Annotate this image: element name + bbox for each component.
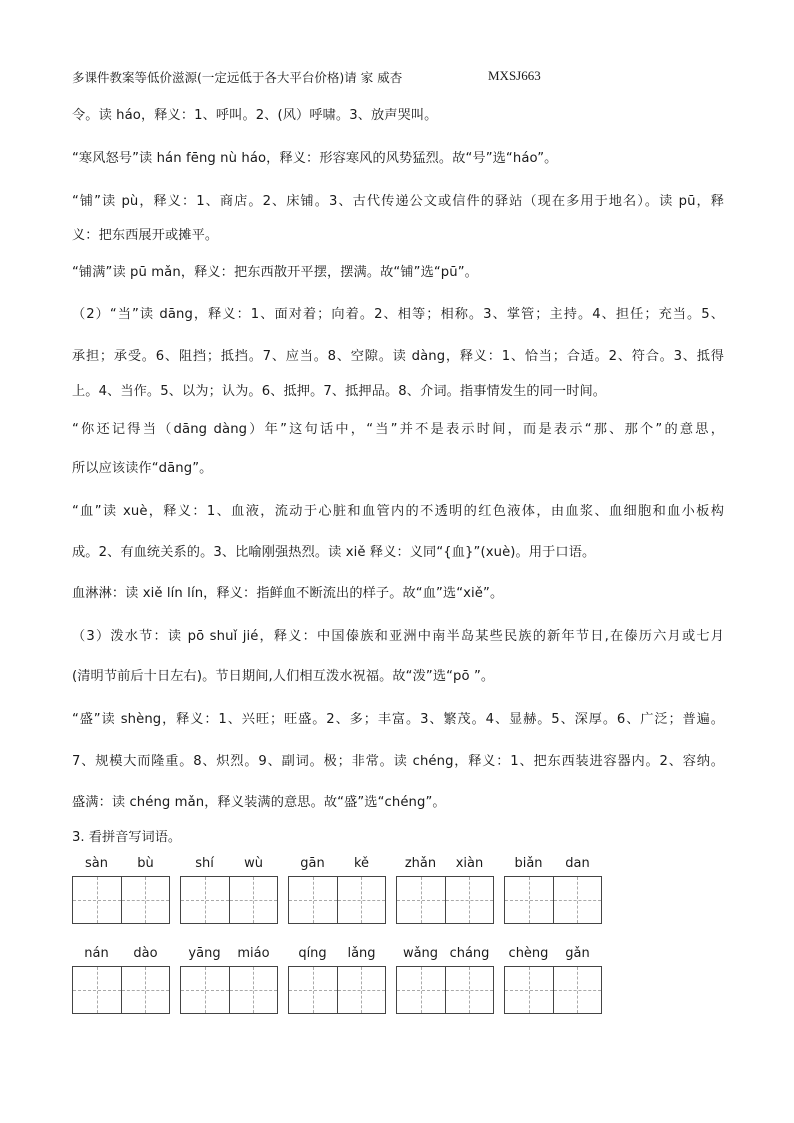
pinyin-label: shí	[195, 856, 214, 871]
text-line: 义：把东西展开或摊平。	[72, 228, 219, 243]
word-group	[504, 946, 602, 1022]
pinyin-label: nán	[84, 946, 109, 961]
pinyin-label: gān	[300, 856, 325, 871]
text-line: “你还记得当（dāng dàng）年”这句话中，“当”并不是表示时间，而是表示“那、那个”的意思，	[72, 422, 724, 437]
text-line: 所以应该读作“dāng”。	[72, 461, 213, 476]
text-line: 令。读 háo，释义：1、呼叫。2、(风）呼啸。3、放声哭叫。	[72, 108, 438, 123]
pinyin-label: cháng	[449, 946, 490, 961]
word-group	[180, 946, 278, 1022]
writing-box	[180, 966, 278, 1014]
pinyin-label: zhǎn	[404, 856, 437, 871]
writing-box	[72, 966, 170, 1014]
tianzige-cell	[121, 967, 170, 1013]
pinyin-label: wǎng	[402, 946, 439, 961]
tianzige-cell	[553, 877, 602, 923]
text-line: （2）“当”读 dāng，释义：1、面对着；向着。2、相等；相称。3、掌管；主持。4、担任；充当。5、	[72, 307, 724, 322]
pinyin-label: bù	[137, 856, 154, 871]
word-group	[180, 856, 278, 932]
writing-box	[288, 876, 386, 924]
section-heading: 3. 看拼音写词语。	[72, 830, 182, 845]
tianzige-cell	[73, 877, 121, 923]
writing-box	[72, 876, 170, 924]
writing-box	[396, 876, 494, 924]
header-text: 多课件教案等低价滋源(一定远低于各大平台价格)请 家 威杏	[72, 70, 403, 85]
tianzige-cell	[181, 967, 229, 1013]
tianzige-cell	[289, 877, 337, 923]
tianzige-cell	[181, 877, 229, 923]
tianzige-cell	[289, 967, 337, 1013]
pinyin-label: qíng	[298, 946, 327, 961]
pinyin-label: yāng	[188, 946, 221, 961]
word-group	[72, 856, 170, 932]
pinyin-label: dào	[133, 946, 158, 961]
header-code: MXSJ663	[488, 68, 541, 83]
word-group	[396, 856, 494, 932]
word-group	[504, 856, 602, 932]
tianzige-cell	[397, 877, 445, 923]
text-line: “铺”读 pù，释义：1、商店。2、床铺。3、古代传递公文或信件的驿站（现在多用于地名）。读 pū，释	[72, 194, 724, 209]
tianzige-cell	[445, 967, 494, 1013]
tianzige-cell	[337, 877, 386, 923]
pinyin-label: sàn	[85, 856, 108, 871]
text-line: “寒风怒号”读 hán fēng nù háo，释义：形容寒风的风势猛烈。故“号”选“háo”。	[72, 151, 558, 166]
pinyin-label: xiàn	[455, 856, 484, 871]
pinyin-label: lǎng	[347, 946, 376, 961]
text-line: 成。2、有血统关系的。3、比喻刚强热烈。读 xiě 释义：义同“{血}”(xuè)。用于口语。	[72, 545, 596, 560]
word-group	[72, 946, 170, 1022]
writing-box	[288, 966, 386, 1014]
page-header	[72, 68, 541, 86]
pinyin-label: dan	[565, 856, 590, 871]
word-group	[288, 856, 386, 932]
text-line: (清明节前后十日左右)。节日期间,人们相互泼水祝福。故“泼”选“pō ”。	[72, 669, 495, 684]
text-line: “血”读 xuè，释义：1、血液，流动于心脏和血管内的不透明的红色液体，由血浆、血细胞和血小板构	[72, 504, 724, 519]
pinyin-label: kě	[353, 856, 370, 871]
tianzige-cell	[553, 967, 602, 1013]
text-line: “铺满”读 pū mǎn，释义：把东西散开平摆，摆满。故“铺”选“pū”。	[72, 265, 478, 280]
writing-box	[396, 966, 494, 1014]
text-line: 7、规模大而隆重。8、炽烈。9、副词。极；非常。读 chéng，释义：1、把东西装进容器内。2、容纳。	[72, 754, 724, 769]
writing-box	[504, 876, 602, 924]
pinyin-label: biǎn	[514, 856, 543, 871]
tianzige-cell	[505, 967, 553, 1013]
text-line: 血淋淋：读 xiě lín lín，释义：指鲜血不断流出的样子。故“血”选“xiě”。	[72, 586, 504, 601]
tianzige-cell	[445, 877, 494, 923]
tianzige-cell	[73, 967, 121, 1013]
pinyin-label: gǎn	[565, 946, 590, 961]
text-line: （3）泼水节：读 pō shuǐ jié，释义：中国傣族和亚洲中南半岛某些民族的新年节日,在傣历六月或七月	[72, 629, 724, 644]
word-group	[396, 946, 494, 1022]
text-line: 盛满：读 chéng mǎn，释义装满的意思。故“盛”选“chéng”。	[72, 795, 446, 810]
tianzige-cell	[229, 877, 278, 923]
pinyin-label: chèng	[508, 946, 549, 961]
word-group	[288, 946, 386, 1022]
tianzige-cell	[229, 967, 278, 1013]
writing-box	[504, 966, 602, 1014]
pinyin-label: miáo	[237, 946, 270, 961]
tianzige-cell	[505, 877, 553, 923]
text-line: 上。4、当作。5、以为；认为。6、抵押。7、抵押品。8、介词。指事情发生的同一时间。	[72, 384, 607, 399]
tianzige-cell	[337, 967, 386, 1013]
pinyin-label: wù	[244, 856, 263, 871]
text-line: 承担；承受。6、阻挡；抵挡。7、应当。8、空隙。读 dàng，释义：1、恰当；合适。2、符合。3、抵得	[72, 349, 724, 364]
tianzige-cell	[397, 967, 445, 1013]
tianzige-cell	[121, 877, 170, 923]
writing-box	[180, 876, 278, 924]
text-line: “盛”读 shèng，释义：1、兴旺；旺盛。2、多；丰富。3、繁茂。4、显赫。5、深厚。6、广泛；普遍。	[72, 712, 724, 727]
